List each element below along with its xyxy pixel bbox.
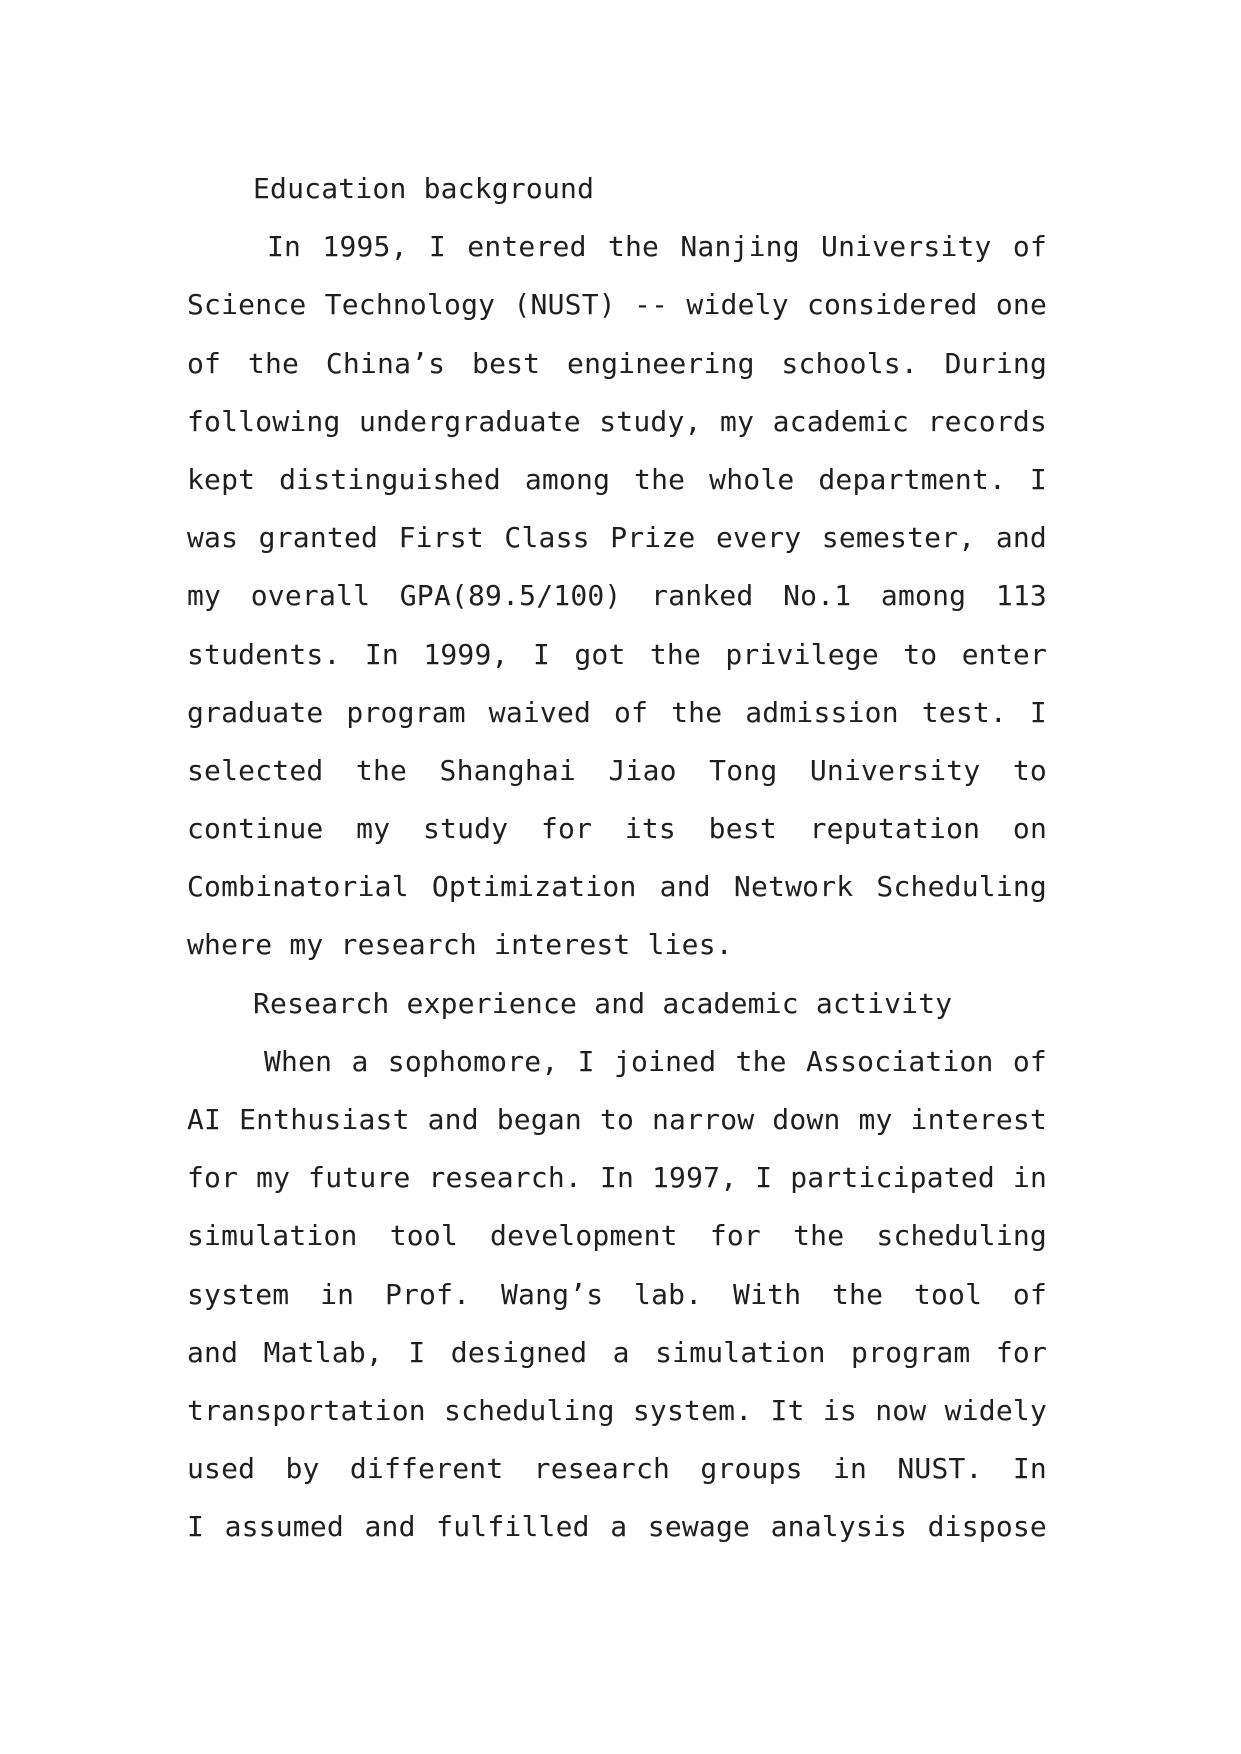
paragraph-line: my overall GPA(89.5/100) ranked No.1 among 113 [187,579,1047,613]
paragraph-line: In 1995, I entered the Nanjing University of [267,230,1047,264]
paragraph-line: Science Technology (NUST) -- widely considered one [187,288,1047,322]
paragraph-line-last: where my research interest lies. [187,928,733,962]
paragraph-line: used by different research groups in NUST. In [187,1452,1047,1486]
paragraph-line: transportation scheduling system. It is now widely [187,1393,1047,1427]
paragraph-line: I assumed and fulfilled a sewage analysis dispose [187,1510,1047,1544]
paragraph-line: AI Enthusiast and began to narrow down my interest [187,1103,1047,1136]
paragraph-line: When a sophomore, I joined the Association of [264,1044,1047,1078]
paragraph-line: system in Prof. Wang’s lab. With the tool of [187,1277,1047,1311]
section-heading-research: Research experience and academic activity [253,986,953,1020]
paragraph-line: kept distinguished among the whole department. I [187,462,1047,496]
paragraph-line: and Matlab, I designed a simulation program for [187,1335,1047,1369]
document-body [187,160,1047,1557]
paragraph-line: was granted First Class Prize every semester, and [187,521,1047,555]
paragraph-line: continue my study for its best reputation on [187,812,1047,846]
paragraph-line: following undergraduate study, my academic records [187,404,1047,438]
paragraph-line: selected the Shanghai Jiao Tong University to [187,753,1047,787]
paragraph-line: graduate program waived of the admission test. I [187,695,1047,729]
section-heading-education: Education background [253,172,595,205]
paragraph-line: students. In 1999, I got the privilege to enter [187,637,1047,671]
paragraph-line: Combinatorial Optimization and Network Scheduling [187,870,1047,904]
paragraph-line: of the China’s best engineering schools. During [187,346,1047,380]
paragraph-line: for my future research. In 1997, I participated in [187,1161,1047,1195]
paragraph-line: simulation tool development for the scheduling [187,1219,1047,1253]
